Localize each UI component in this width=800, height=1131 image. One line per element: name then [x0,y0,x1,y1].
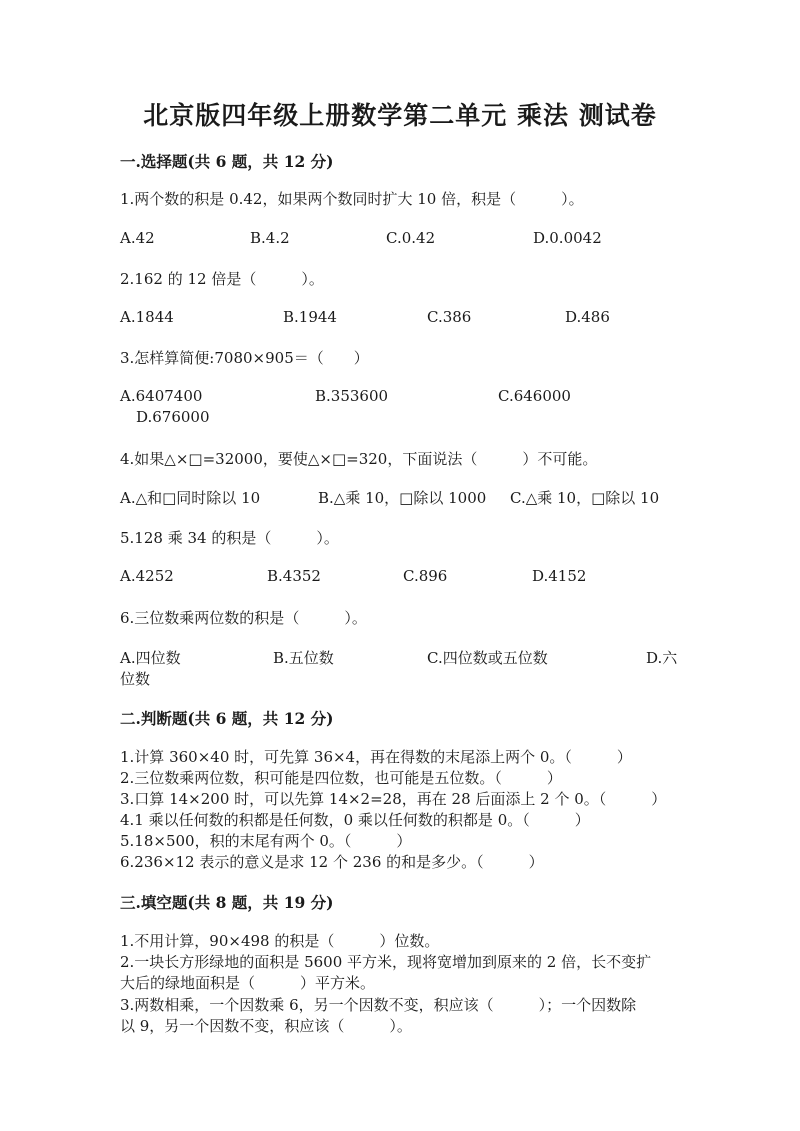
option-a: A.6407400 [120,387,203,405]
question-3: 3.怎样算简便:7080×905＝（ ） [120,349,369,367]
option-c: C.四位数或五位数 [427,649,548,667]
option-a: A.四位数 [120,649,181,667]
option-b: B.4.2 [250,229,290,247]
option-a: A.4252 [120,567,174,585]
question-6: 6.三位数乘两位数的积是（ ）。 [120,609,367,627]
section-heading-choice: 一.选择题(共 6 题，共 12 分) [120,152,334,171]
question-1: 1.两个数的积是 0.42，如果两个数同时扩大 10 倍，积是（ ）。 [120,190,584,208]
question-5: 5.128 乘 34 的积是（ ）。 [120,529,339,547]
judgement-item: 5.18×500，积的末尾有两个 0。（ ） [120,832,412,850]
option-d: D.676000 [136,408,210,426]
page-title: 北京版四年级上册数学第二单元 乘法 测试卷 [143,101,657,130]
question-2: 2.162 的 12 倍是（ ）。 [120,270,324,288]
option-c: C.386 [427,308,472,326]
fill-blank-item: 2.一块长方形绿地的面积是 5600 平方米，现将宽增加到原来的 2 倍，长不变扩 [120,953,652,971]
section-heading-fill-blank: 三.填空题(共 8 题，共 19 分) [120,893,334,912]
fill-blank-item: 3.两数相乘，一个因数乘 6，另一个因数不变，积应该（ ）；一个因数除 [120,996,637,1014]
option-c: C.0.42 [386,229,436,247]
judgement-item: 2.三位数乘两位数，积可能是四位数，也可能是五位数。（ ） [120,769,562,787]
option-b: B.4352 [267,567,321,585]
judgement-item: 1.计算 360×40 时，可先算 36×4，再在得数的末尾添上两个 0。（ ） [120,748,632,766]
option-a: A.1844 [120,308,174,326]
option-c: C.896 [403,567,448,585]
option-d: D.4152 [532,567,587,585]
option-b: B.1944 [283,308,337,326]
option-d-wrap: 位数 [120,670,151,688]
section-heading-judgement: 二.判断题(共 6 题，共 12 分) [120,709,334,728]
option-a: A.42 [120,229,155,247]
option-d: D.六 [646,649,678,667]
judgement-item: 6.236×12 表示的意义是求 12 个 236 的和是多少。（ ） [120,853,544,871]
option-c: C.△乘 10，□除以 10 [510,489,660,507]
fill-blank-item: 1.不用计算，90×498 的积是（ ）位数。 [120,932,440,950]
judgement-item: 4.1 乘以任何数的积都是任何数，0 乘以任何数的积都是 0。（ ） [120,811,590,829]
option-b: B.五位数 [273,649,334,667]
question-4: 4.如果△×□=32000，要使△×□=320，下面说法（ ）不可能。 [120,450,598,468]
option-b: B.353600 [315,387,389,405]
option-a: A.△和□同时除以 10 [120,489,261,507]
option-b: B.△乘 10，□除以 1000 [318,489,487,507]
option-d: D.486 [565,308,610,326]
option-d: D.0.0042 [533,229,602,247]
judgement-item: 3.口算 14×200 时，可以先算 14×2=28，再在 28 后面添上 2 个 0。（ ） [120,790,667,808]
fill-blank-item: 大后的绿地面积是（ ）平方米。 [120,974,376,992]
option-c: C.646000 [498,387,571,405]
fill-blank-item: 以 9，另一个因数不变，积应该（ ）。 [120,1017,412,1035]
